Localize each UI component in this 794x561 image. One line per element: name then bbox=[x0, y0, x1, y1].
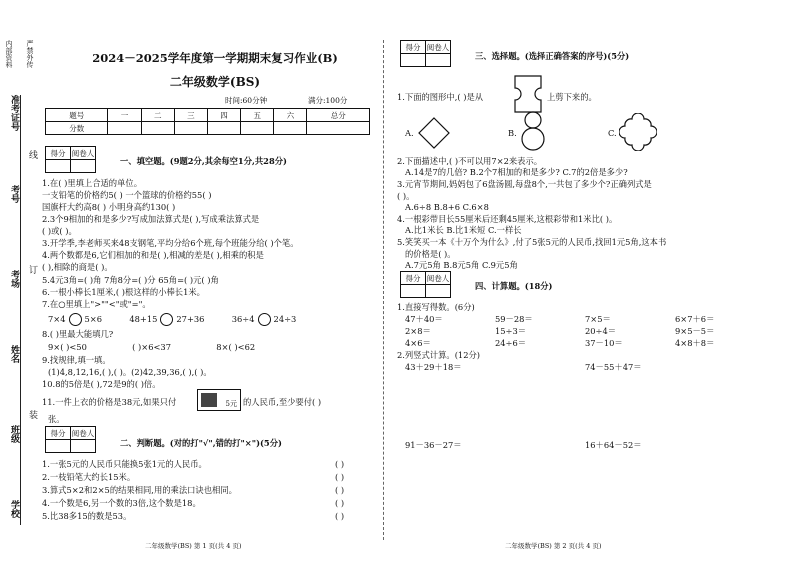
q8-items bbox=[48, 342, 255, 353]
diamond-icon[interactable] bbox=[417, 116, 451, 150]
answer-paren[interactable]: ( ) bbox=[335, 498, 345, 508]
q7-items bbox=[48, 313, 296, 326]
exam-subtitle: 二年级数学(BS) bbox=[169, 75, 261, 89]
sec1-score-box bbox=[45, 146, 96, 173]
calc-cell: 59－28＝ bbox=[495, 314, 533, 324]
q8-expr: 9×( )<50 bbox=[48, 342, 87, 352]
s3q2-opts: A.14是7的几倍? B.2个7相加的和是多少? C.7的2倍是多少? bbox=[405, 167, 628, 177]
calc-cell: 24÷6＝ bbox=[495, 338, 527, 348]
calc-cell: 7×5＝ bbox=[585, 314, 611, 324]
sec2-title: 二、判断题。(对的打"√",错的打"×")(5分) bbox=[120, 438, 282, 448]
score-table bbox=[45, 108, 370, 135]
score-cell[interactable] bbox=[108, 122, 141, 135]
q7-expr: 48+15 bbox=[129, 314, 158, 324]
calc-cell: 4×6＝ bbox=[405, 338, 431, 348]
full-score-text: 满分:100分 bbox=[308, 96, 348, 105]
score-table-head: 三 bbox=[174, 109, 207, 122]
calc-cell: 9×5－5＝ bbox=[675, 326, 715, 336]
exam-title: 2024－2025学年度第一学期期末复习作业(B) bbox=[92, 51, 338, 65]
s3q5b: 的价格是( )。 bbox=[405, 249, 456, 259]
compare-circle[interactable] bbox=[258, 313, 271, 326]
q7-expr: 27+36 bbox=[176, 314, 205, 324]
score-cell[interactable] bbox=[401, 54, 426, 67]
score-cell[interactable] bbox=[241, 122, 274, 135]
q4: 4.两个数都是6,它们相加的和是( ),相减的差是( ),相乘的积是 bbox=[42, 250, 264, 260]
calc-cell: 37－10＝ bbox=[585, 338, 623, 348]
q4b: ( ),相除的商是( )。 bbox=[42, 262, 113, 272]
portrait-icon bbox=[201, 393, 217, 407]
score-table-head: 总分 bbox=[307, 109, 370, 122]
banknote-image bbox=[197, 389, 241, 411]
score-label: 得分 bbox=[46, 147, 71, 160]
reviewer-label: 阅卷人 bbox=[71, 148, 95, 158]
reviewer-cell[interactable] bbox=[71, 160, 96, 173]
answer-paren[interactable]: ( ) bbox=[335, 459, 345, 469]
score-cell[interactable] bbox=[207, 122, 240, 135]
cut-paper-shape-icon bbox=[513, 74, 543, 114]
s3q3-opts: A.6÷8 B.8+6 C.6×8 bbox=[405, 202, 489, 212]
q3: 3.开学季,李老师买来48支钢笔,平均分给6个班,每个班能分给( )个笔。 bbox=[42, 238, 299, 248]
q2b: ( )或( )。 bbox=[42, 226, 77, 236]
q7-expr: 5×6 bbox=[84, 314, 103, 324]
q7-expr: 24÷3 bbox=[273, 314, 297, 324]
judge-item: 3.算式5×2和2×5的结果相同,用的乘法口诀也相同。 bbox=[42, 485, 237, 495]
option-b: B. bbox=[508, 128, 517, 138]
judge-item: 1.一张5元的人民币只能换5张1元的人民币。 bbox=[42, 459, 207, 469]
score-cell[interactable] bbox=[46, 160, 71, 173]
q11b: 的人民币,至少要付( ) bbox=[243, 397, 322, 407]
judge-item: 4.一个数是6,另一个数的3倍,这个数是18。 bbox=[42, 498, 201, 508]
q2: 2.3个9相加的和是多少?写成加法算式是( ),写成乘法算式是 bbox=[42, 214, 260, 224]
s3q1a: 1.下面的图形中,( )是从 bbox=[397, 92, 484, 102]
q1b: 国旗杆大约高8( ) 小明身高约130( ) bbox=[42, 202, 176, 212]
time-text: 时间:60分钟 bbox=[225, 96, 268, 105]
class-label: 班级 bbox=[9, 425, 19, 443]
score-table-head: 六 bbox=[274, 109, 307, 122]
q7-expr: 7×4 bbox=[48, 314, 66, 324]
calc-cell: 15÷3＝ bbox=[495, 326, 527, 336]
score-label: 得分 bbox=[401, 41, 426, 54]
score-cell[interactable] bbox=[274, 122, 307, 135]
score-row-label: 分数 bbox=[46, 122, 108, 135]
q11: 11.一件上衣的价格是38元,如果只付 bbox=[42, 397, 177, 407]
right-page bbox=[395, 0, 785, 561]
q6: 6.一根小棒长1厘米,( )根这样的小棒长1米。 bbox=[42, 287, 205, 297]
q9a: (1)4,8,12,16,( ),( )。(2)42,39,36,( ),( )。 bbox=[48, 367, 212, 377]
s3q3b: ( )。 bbox=[397, 191, 415, 201]
q7: 7.在○里填上">""<"或"="。 bbox=[42, 299, 151, 309]
q1: 1.在( )里填上合适的单位。 bbox=[42, 178, 142, 188]
binding-char-zhuang: 装 bbox=[27, 410, 37, 419]
binding-line bbox=[20, 95, 21, 525]
left-page bbox=[40, 0, 370, 561]
s3q5: 5.笑笑买一本《十万个为什么》,付了5张5元的人民币,找回1元5角,这本书 bbox=[397, 237, 667, 247]
vertical-calc: 43＋29＋18＝ bbox=[405, 362, 462, 372]
snowman-shape-icon[interactable] bbox=[519, 110, 547, 152]
reviewer-cell[interactable] bbox=[426, 285, 451, 298]
score-cell[interactable] bbox=[46, 440, 71, 453]
reviewer-label: 阅卷人 bbox=[426, 273, 450, 283]
q8-expr: ( )×6<37 bbox=[132, 342, 171, 352]
admission-label: 准考证号 bbox=[9, 95, 19, 131]
calc-cell: 2×8＝ bbox=[405, 326, 431, 336]
score-cell[interactable] bbox=[141, 122, 174, 135]
vertical-calc: 91－36－27＝ bbox=[405, 440, 462, 450]
score-table-head: 题号 bbox=[46, 109, 108, 122]
reviewer-label: 阅卷人 bbox=[426, 42, 450, 52]
option-a: A. bbox=[405, 128, 414, 138]
footer-right: 二年级数学(BS) 第 2 页(共 4 页) bbox=[505, 542, 602, 550]
score-cell[interactable] bbox=[307, 122, 370, 135]
sec3-score-box bbox=[400, 40, 451, 67]
q10: 10.8的5倍是( ),72是9的( )倍。 bbox=[42, 379, 161, 389]
side-note: 内部资料 bbox=[5, 40, 13, 68]
calc-cell: 4×8＋8＝ bbox=[675, 338, 715, 348]
q1a: 一支铅笔的价格约5( ) 一个篮球的价格约55( ) bbox=[42, 190, 212, 200]
banknote-value: 5元 bbox=[225, 400, 237, 408]
top-note: 严禁外传 bbox=[26, 40, 34, 68]
calc-cell: 20÷4＝ bbox=[585, 326, 617, 336]
sec4-title: 四、计算题。(18分) bbox=[475, 281, 553, 291]
answer-paren[interactable]: ( ) bbox=[335, 511, 345, 521]
s4q1: 1.直接写得数。(6分) bbox=[397, 302, 475, 312]
score-cell[interactable] bbox=[401, 285, 426, 298]
page-divider bbox=[383, 40, 384, 540]
reviewer-cell[interactable] bbox=[71, 440, 96, 453]
reviewer-label: 阅卷人 bbox=[71, 428, 95, 438]
score-table-head: 四 bbox=[207, 109, 240, 122]
q8: 8.( )里最大能填几? bbox=[42, 329, 114, 339]
vertical-calc: 74－55＋47＝ bbox=[585, 362, 642, 372]
judge-item: 2.一枝铅笔大约长15米。 bbox=[42, 472, 136, 482]
judge-item: 5.比38多15的数是53。 bbox=[42, 511, 132, 521]
q11c: 张。 bbox=[48, 414, 65, 424]
calc-cell: 47＋40＝ bbox=[405, 314, 443, 324]
compare-circle[interactable] bbox=[160, 313, 173, 326]
exam-room-label: 考场 bbox=[9, 270, 19, 288]
score-table-head: 二 bbox=[141, 109, 174, 122]
footer-left: 二年级数学(BS) 第 1 页(共 4 页) bbox=[145, 542, 242, 550]
sec3-title: 三、选择题。(选择正确答案的序号)(5分) bbox=[475, 51, 630, 61]
q9: 9.找规律,填一填。 bbox=[42, 355, 111, 365]
s3q4-opts: A.比1米长 B.比1米短 C.一样长 bbox=[405, 225, 522, 235]
s3q5-opts: A.7元5角 B.8元5角 C.9元5角 bbox=[405, 260, 518, 270]
q5: 5.4元3角=( )角 7角8分=( )分 65角=( )元( )角 bbox=[42, 275, 219, 285]
clover-shape-icon[interactable] bbox=[619, 113, 657, 151]
binding-char-ding: 订 bbox=[27, 265, 37, 274]
score-table-head: 一 bbox=[108, 109, 141, 122]
s3q3: 3.元宵节期间,妈妈包了6盘汤圆,每盘8个,一共包了多少个?正确列式是 bbox=[397, 179, 652, 189]
binding-char-line: 线 bbox=[27, 150, 37, 159]
sec1-title: 一、填空题。(9题2分,其余每空1分,共28分) bbox=[120, 156, 287, 166]
answer-paren[interactable]: ( ) bbox=[335, 472, 345, 482]
s3q4: 4.一根彩带目长55厘米后还剩45厘米,这根彩带和1米比( )。 bbox=[397, 214, 618, 224]
s3q1b: 上剪下来的。 bbox=[547, 92, 597, 102]
score-table-head: 五 bbox=[241, 109, 274, 122]
score-cell[interactable] bbox=[174, 122, 207, 135]
exam-no-label: 考号 bbox=[9, 185, 19, 203]
sec4-score-box bbox=[400, 271, 451, 298]
reviewer-cell[interactable] bbox=[426, 54, 451, 67]
option-c: C. bbox=[608, 128, 617, 138]
score-label: 得分 bbox=[401, 272, 426, 285]
school-label: 学校 bbox=[9, 500, 19, 518]
sec2-score-box bbox=[45, 426, 96, 453]
s3q2: 2.下面描述中,( )不可以用7×2来表示。 bbox=[397, 156, 543, 166]
s4q2: 2.列竖式计算。(12分) bbox=[397, 350, 481, 360]
q8-expr: 8×( )<62 bbox=[216, 342, 256, 352]
name-label: 姓名 bbox=[9, 345, 19, 363]
score-label: 得分 bbox=[46, 427, 71, 440]
compare-circle[interactable] bbox=[69, 313, 82, 326]
calc-cell: 6×7＋6＝ bbox=[675, 314, 715, 324]
vertical-calc: 16＋64－52＝ bbox=[585, 440, 642, 450]
answer-paren[interactable]: ( ) bbox=[335, 485, 345, 495]
q7-expr: 36÷4 bbox=[231, 314, 255, 324]
